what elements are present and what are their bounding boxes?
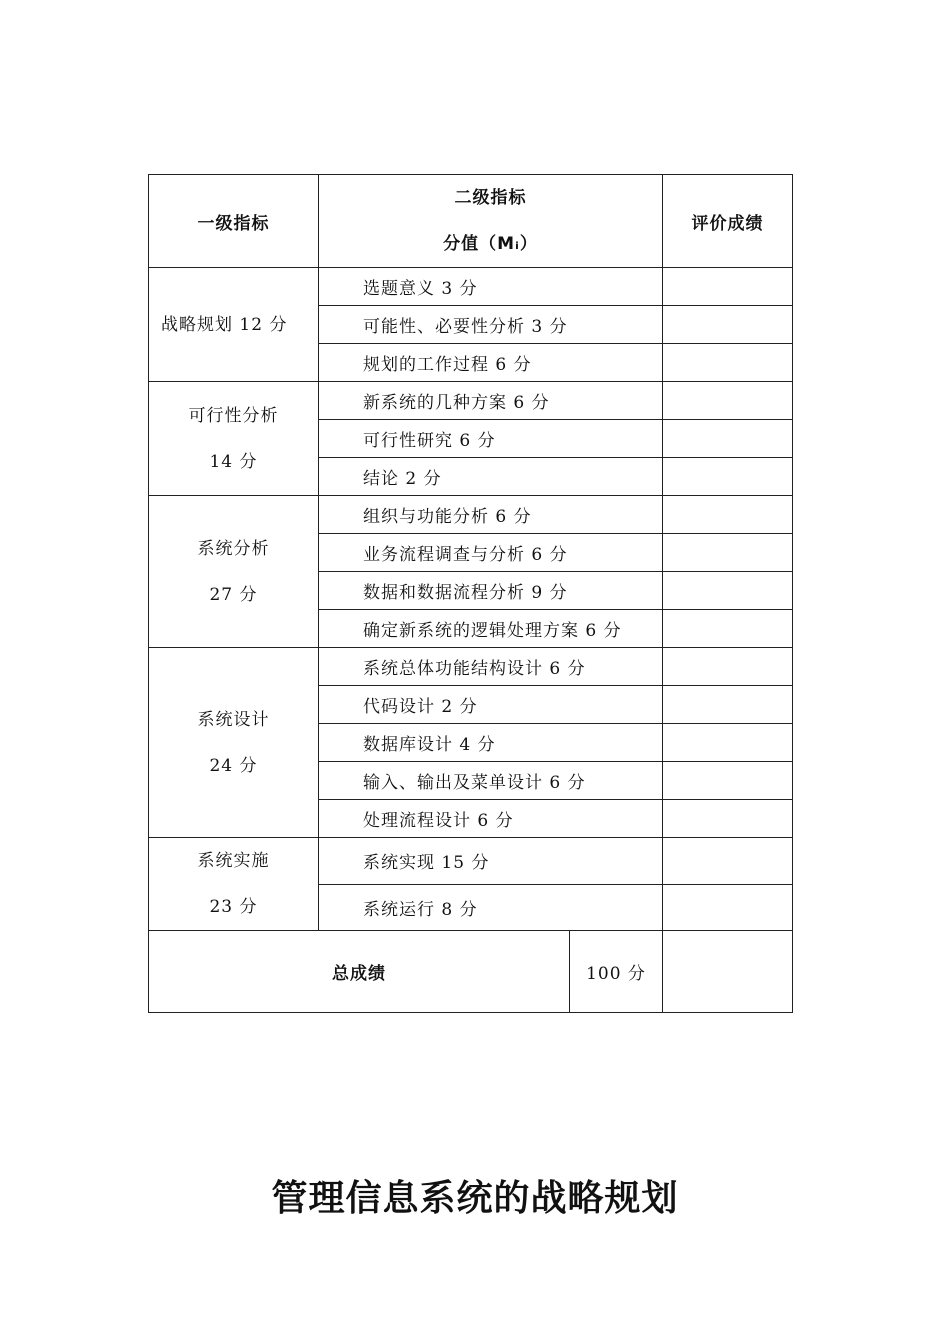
sub-item: 系统实现 15 分 [319,838,663,885]
sub-item: 数据库设计 4 分 [319,724,663,762]
group-name: 系统分析 [197,538,270,559]
group-name: 系统实施 [197,851,270,871]
sub-item: 组织与功能分析 6 分 [319,496,663,534]
group-name: 可行性分析 [188,405,279,426]
page-title: 管理信息系统的战略规划 [271,1177,679,1219]
sub-item: 新系统的几种方案 6 分 [319,382,663,420]
sub-item: 系统总体功能结构设计 6 分 [319,648,663,686]
group-points: 27 分 [209,584,258,605]
sub-item: 可行性研究 6 分 [319,420,663,458]
group-name: 系统设计 [197,709,270,730]
table-row [149,496,793,534]
score-cell[interactable] [663,420,793,458]
sub-item: 代码设计 2 分 [319,686,663,724]
score-cell[interactable] [663,648,793,686]
group-name-system-implementation [149,838,319,931]
sub-item: 规划的工作过程 6 分 [319,344,663,382]
header-level2 [319,175,663,268]
score-cell[interactable] [663,306,793,344]
group-points: 24 分 [209,755,258,776]
total-label: 总成绩 [149,931,570,1013]
score-cell[interactable] [663,458,793,496]
sub-item: 业务流程调查与分析 6 分 [319,534,663,572]
sub-item: 输入、输出及菜单设计 6 分 [319,762,663,800]
score-cell[interactable] [663,838,793,885]
table-row [149,838,793,885]
header-level1: 一级指标 [149,175,319,268]
total-score-cell[interactable] [663,931,793,1013]
score-cell[interactable] [663,382,793,420]
sub-item: 选题意义 3 分 [319,268,663,306]
score-cell[interactable] [663,496,793,534]
score-cell[interactable] [663,572,793,610]
score-cell[interactable] [663,800,793,838]
score-cell[interactable] [663,884,793,931]
group-points: 23 分 [209,897,258,917]
score-cell[interactable] [663,686,793,724]
group-name-system-analysis [149,496,319,648]
group-name-feasibility [149,382,319,496]
evaluation-table [148,174,793,1013]
sub-item: 可能性、必要性分析 3 分 [319,306,663,344]
table-row [149,382,793,420]
header-level2-score: 分值（Mᵢ） [443,234,538,254]
sub-item: 系统运行 8 分 [319,884,663,931]
score-cell[interactable] [663,762,793,800]
sub-item: 处理流程设计 6 分 [319,800,663,838]
total-row [149,931,793,1013]
score-cell[interactable] [663,344,793,382]
score-cell[interactable] [663,610,793,648]
score-cell[interactable] [663,724,793,762]
table-header-row [149,175,793,268]
sub-item: 数据和数据流程分析 9 分 [319,572,663,610]
total-value: 100 分 [570,931,663,1013]
group-name-strategic-planning: 战略规划 12 分 [149,268,319,382]
sub-item: 结论 2 分 [319,458,663,496]
score-cell[interactable] [663,268,793,306]
header-score: 评价成绩 [663,175,793,268]
group-name-system-design [149,648,319,838]
sub-item: 确定新系统的逻辑处理方案 6 分 [319,610,663,648]
table-row [149,268,793,306]
score-cell[interactable] [663,534,793,572]
group-points: 14 分 [209,451,258,472]
header-level2-title: 二级指标 [454,188,527,208]
table-row [149,648,793,686]
